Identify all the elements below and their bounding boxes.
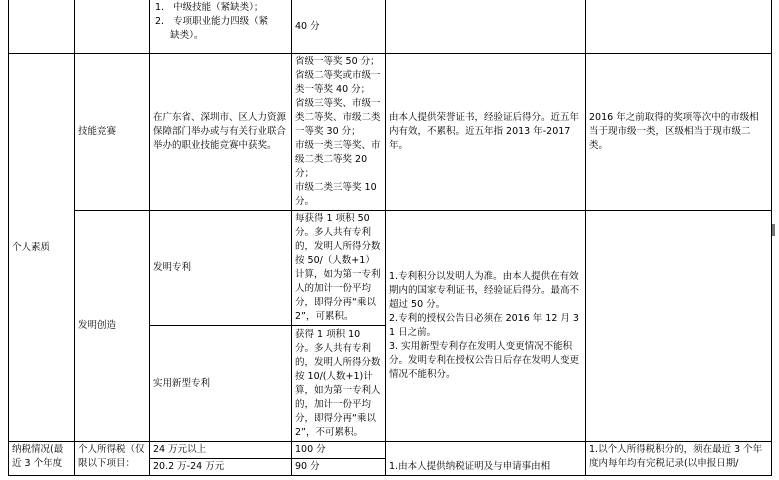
material-cell: 由本人提供荣誉证书，经验证后得分。近五年内有效，不累积。近五年指 2013 年-2017 年。	[386, 54, 586, 211]
score-cell: 100 分	[292, 442, 386, 459]
table-row	[9, 442, 772, 459]
material-text: 1.由本人提供纳税证明及与申请事由相	[389, 461, 551, 472]
category-cell: 纳税情况(最近 3 个年度	[9, 442, 75, 476]
points-table	[8, 0, 772, 476]
score-cell: 每获得 1 项积 50 分。多人共有专利的，发明人所得分数按 50/（人数+1）计算，如为第一专利人的加计一份平均分，即得分再“乘以 2”，可累积。	[292, 211, 386, 326]
bracket-cell: 24 万元以上	[150, 442, 292, 459]
item-desc-cell: 在广东省、深圳市、区人力资源保障部门举办或与有关行业联合举办的职业技能竞赛中获奖。	[150, 54, 292, 211]
empty-cell	[586, 0, 772, 54]
item-name-cell: 个人所得税（仅限以下项目：	[75, 442, 150, 476]
empty-cell	[9, 0, 75, 54]
subitem-name-cell: 实用新型专利	[150, 326, 292, 442]
list-item: 1. 中级技能（紧缺类）；	[155, 2, 264, 13]
skill-level-list-cell	[150, 0, 292, 54]
table-row	[9, 54, 772, 211]
score-cell: 90 分	[292, 459, 386, 476]
table-row	[9, 0, 772, 54]
empty-cell	[75, 0, 150, 54]
score-cell: 省级一等奖 50 分； 省级二等奖或市级一类一等奖 40 分； 省级三等奖、市级一类二等奖、市级二类一等奖 30 分； 市级一类三等奖、市级二类二等奖 20 分； 市级二类三等奖 10 分。	[292, 54, 386, 211]
category-cell: 个人素质	[9, 54, 75, 442]
score-cell: 获得 1 项积 10 分。多人共有专利的，发明人所得分数按 10/(人数+1)计算，如为第一专利人的，加计一份平均分，即得分再“乘以 2”，不可累积。	[292, 326, 386, 442]
score-cell: 40 分	[292, 0, 386, 54]
item-name-cell: 发明创造	[75, 211, 150, 442]
item-name-cell: 技能竞赛	[75, 54, 150, 211]
empty-cell	[386, 0, 586, 54]
list-item: 2. 专项职业能力四级（紧 缺类）。	[155, 16, 269, 41]
material-cell	[386, 442, 586, 476]
note-cell: 1.以个人所得税积分的，须在最近 3 个年度内每年均有完税记录(以申报日期/	[586, 442, 772, 476]
table-row	[9, 211, 772, 326]
empty-cell	[586, 211, 772, 442]
skill-level-list	[153, 1, 288, 43]
subitem-name-cell: 发明专利	[150, 211, 292, 326]
note-cell: 2016 年之前取得的奖项等次中的市级相当于现市级一类，区级相当于现市级二类。	[586, 54, 772, 211]
material-cell: 1.专利积分以发明人为准。由本人提供在有效期内的国家专利证书，经验证后得分。最高不超过 50 分。 2.专利的授权公告日必须在 2016 年 12 月 31 日之前。 3. 实用新型专利存在发明人变更情况不能积分。发明专利在授权公告日后存在发明人变更情况不能积分。	[386, 211, 586, 442]
bracket-cell: 20.2 万-24 万元	[150, 459, 292, 476]
